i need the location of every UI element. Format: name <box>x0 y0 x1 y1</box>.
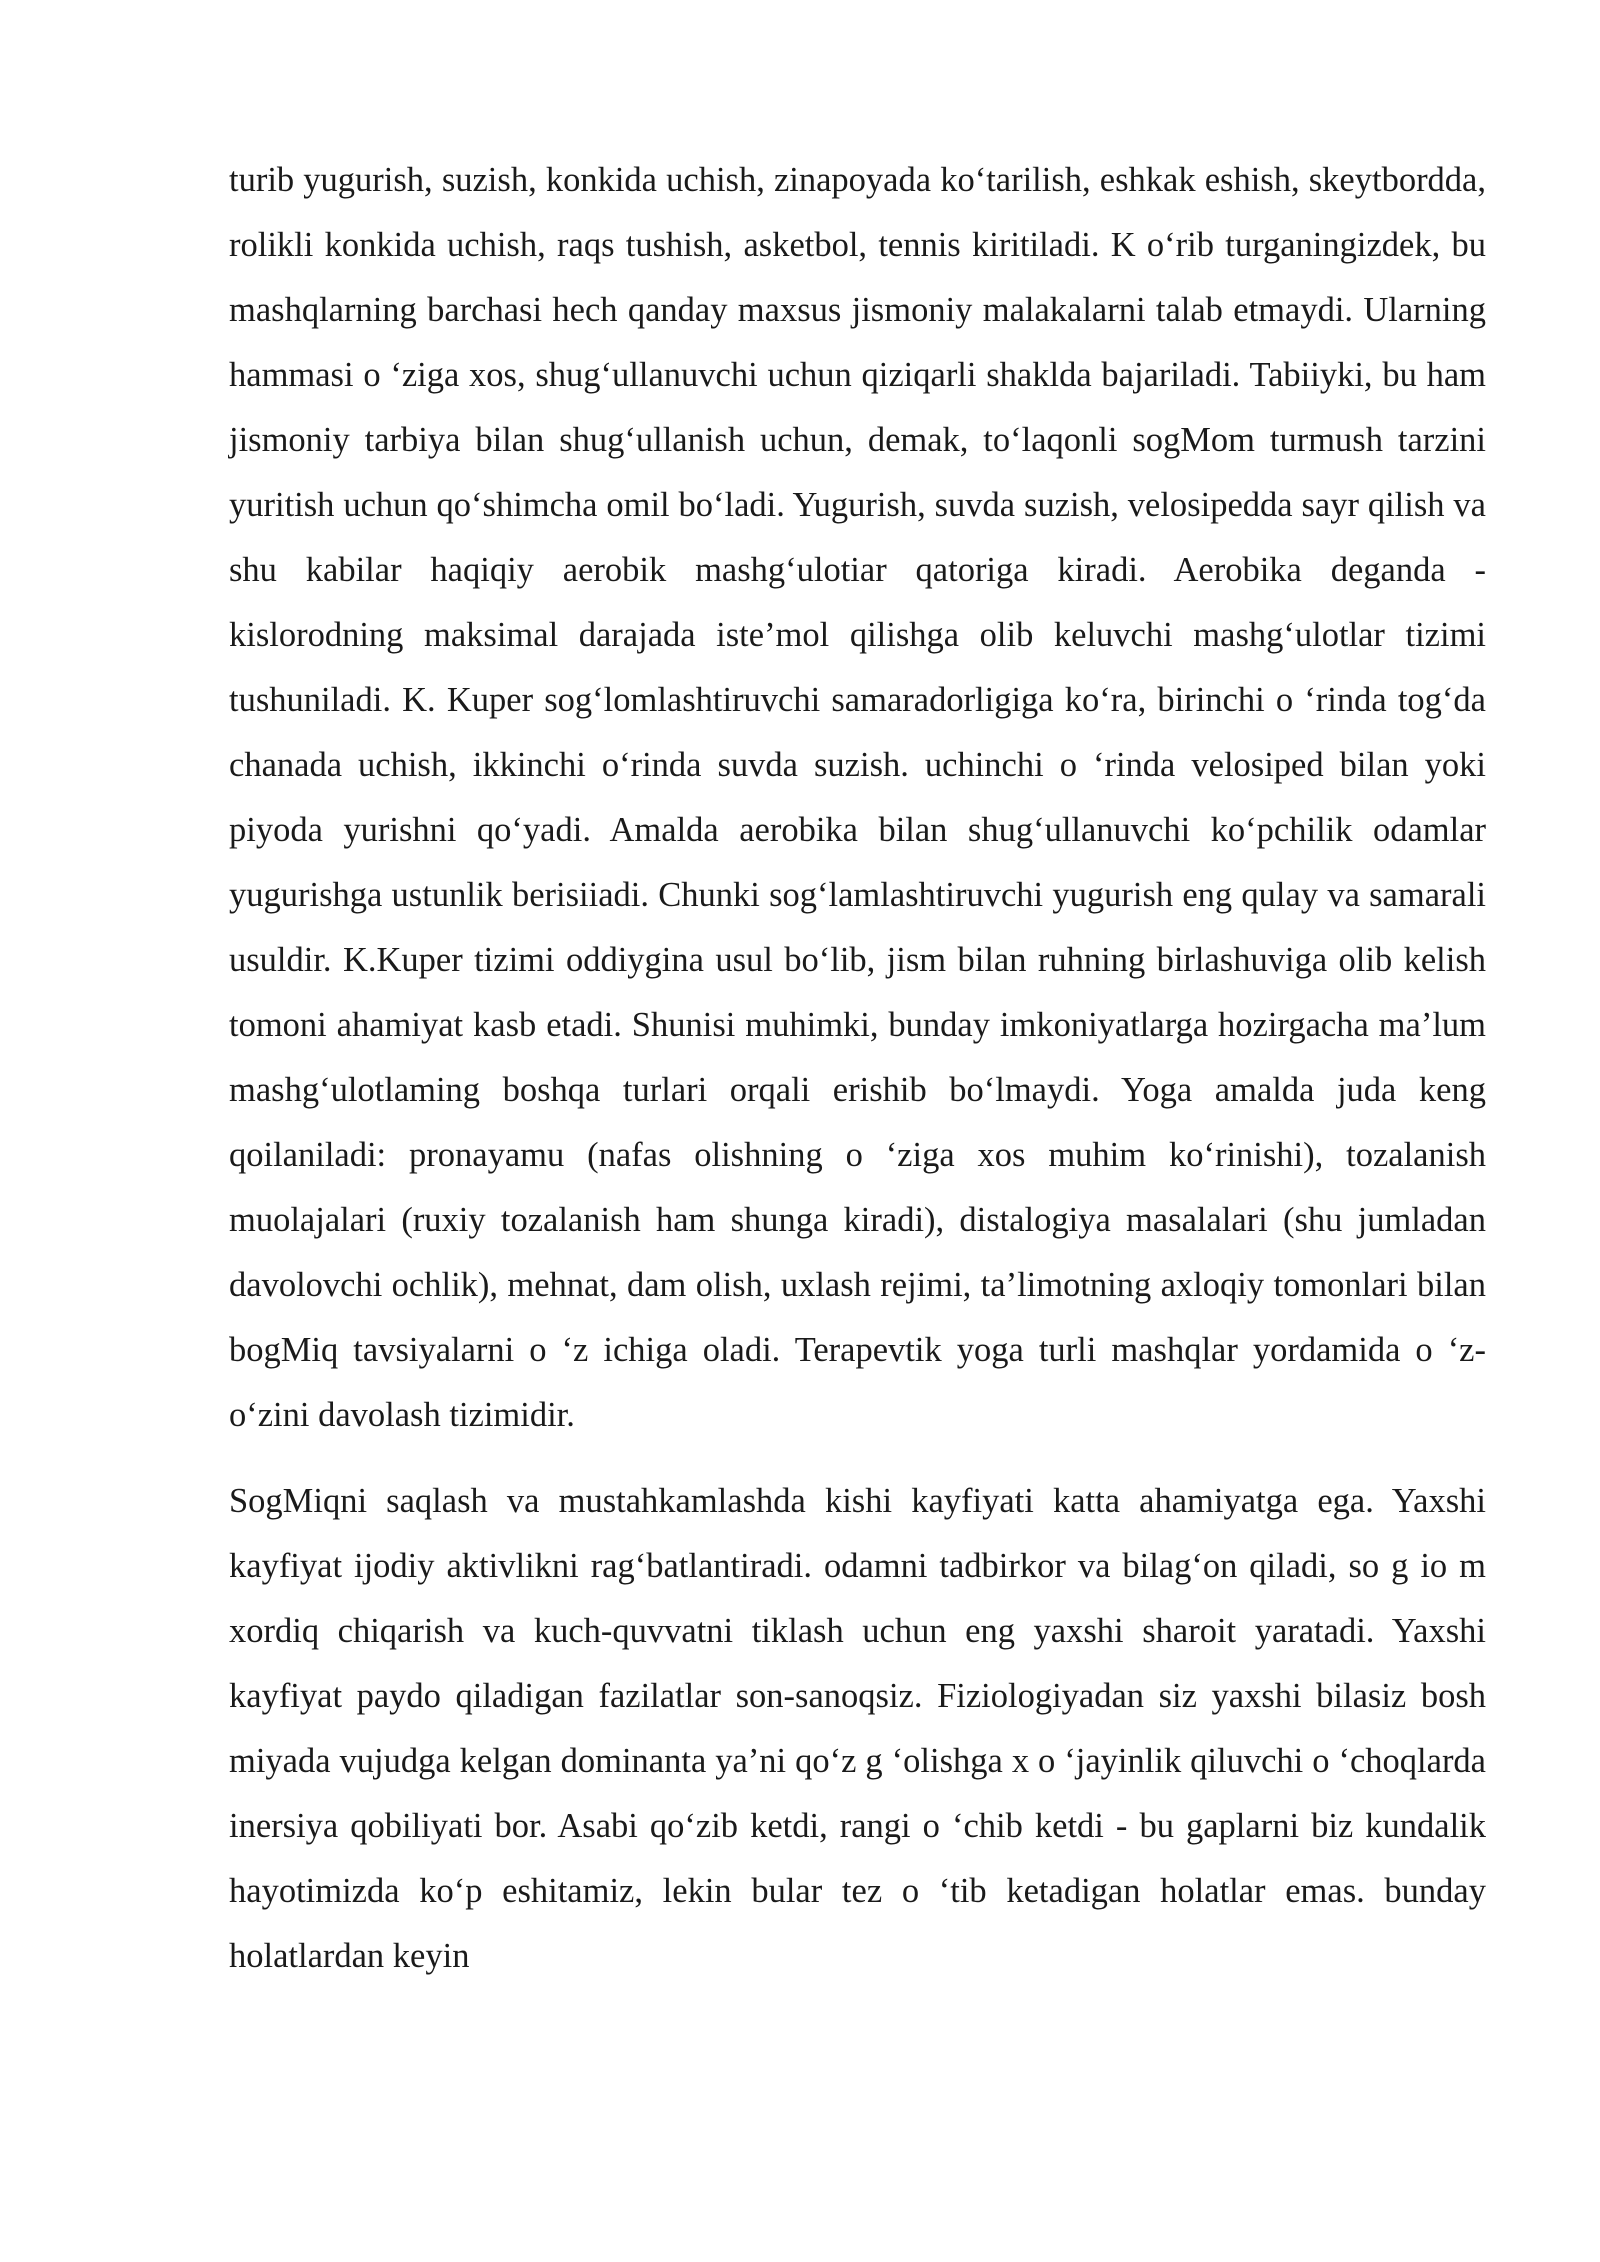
paragraph-2: SogMiqni saqlash va mustahkamlashda kishi kayfiyati katta ahamiyatga ega. Yaxshi kayfiyat ijodiy aktivlikni rag‘batlantiradi. odamni tadbirkor va bilag‘on qiladi, so g io m xordiq chiqarish va kuch-quvvatni tiklash uchun eng yaxshi sharoit yaratadi. Yaxshi kayfiyat paydo qiladigan fazilatlar son-sanoqsiz. Fiziologiyadan siz yaxshi bilasiz bosh miyada vujudga kelgan dominanta ya’ni qo‘z g ‘olishga x o ‘jayinlik qiluvchi o ‘choqlarda inersiya qobiliyati bor. Asabi qo‘zib ketdi, rangi o ‘chib ketdi - bu gaplarni biz kundalik hayotimizda ko‘p eshitamiz, lekin bular tez o ‘tib ketadigan holatlar emas. bunday holatlardan keyin <box>229 1482 1486 1975</box>
paragraph-1: turib yugurish, suzish, konkida uchish, zinapoyada ko‘tarilish, eshkak eshish, skeytbordda, rolikli konkida uchish, raqs tushish, asketbol, tennis kiritiladi. K o‘rib turganingizdek, bu mashqlarning barchasi hech qanday maxsus jismoniy malakalarni talab etmaydi. Ularning hammasi o ‘ziga xos, shug‘ullanuvchi uchun qiziqarli shaklda bajariladi. Tabiiyki, bu ham jismoniy tarbiya bilan shug‘ullanish uchun, demak, to‘laqonli sogMom turmush tarzini yuritish uchun qo‘shimcha omil bo‘ladi. Yugurish, suvda suzish, velosipedda sayr qilish va shu kabilar haqiqiy aerobik mashg‘ulotiar qatoriga kiradi. Aerobika deganda - kislorodning maksimal darajada iste’mol qilishga olib keluvchi mashg‘ulotlar tizimi tushuniladi. K. Kuper sog‘lomlashtiruvchi samaradorligiga ko‘ra, birinchi o ‘rinda tog‘da chanada uchish, ikkinchi o‘rinda suvda suzish. uchinchi o ‘rinda velosiped bilan yoki piyoda yurishni qo‘yadi. Amalda aerobika bilan shug‘ullanuvchi ko‘pchilik odamlar yugurishga ustunlik berisiiadi. Chunki sog‘lamlashtiruvchi yugurish eng qulay va samarali usuldir. K.Kuper tizimi oddiygina usul bo‘lib, jism bilan ruhning birlashuviga olib kelish tomoni ahamiyat kasb etadi. Shunisi muhimki, bunday imkoniyatlarga hozirgacha ma’lum mashg‘ulotlaming boshqa turlari orqali erishib bo‘lmaydi. Yoga amalda juda keng qoilaniladi: pronayamu (nafas olishning o ‘ziga xos muhim ko‘rinishi), tozalanish muolajalari (ruxiy tozalanish ham shunga kiradi), distalogiya masalalari (shu jumladan davolovchi ochlik), mehnat, dam olish, uxlash rejimi, ta’limotning axloqiy tomonlari bilan bogMiq tavsiyalarni o ‘z ichiga oladi. Terapevtik yoga turli mashqlar yordamida o ‘z-o‘zini davolash tizimidir. <box>229 161 1486 1434</box>
document-body <box>229 148 1486 1989</box>
